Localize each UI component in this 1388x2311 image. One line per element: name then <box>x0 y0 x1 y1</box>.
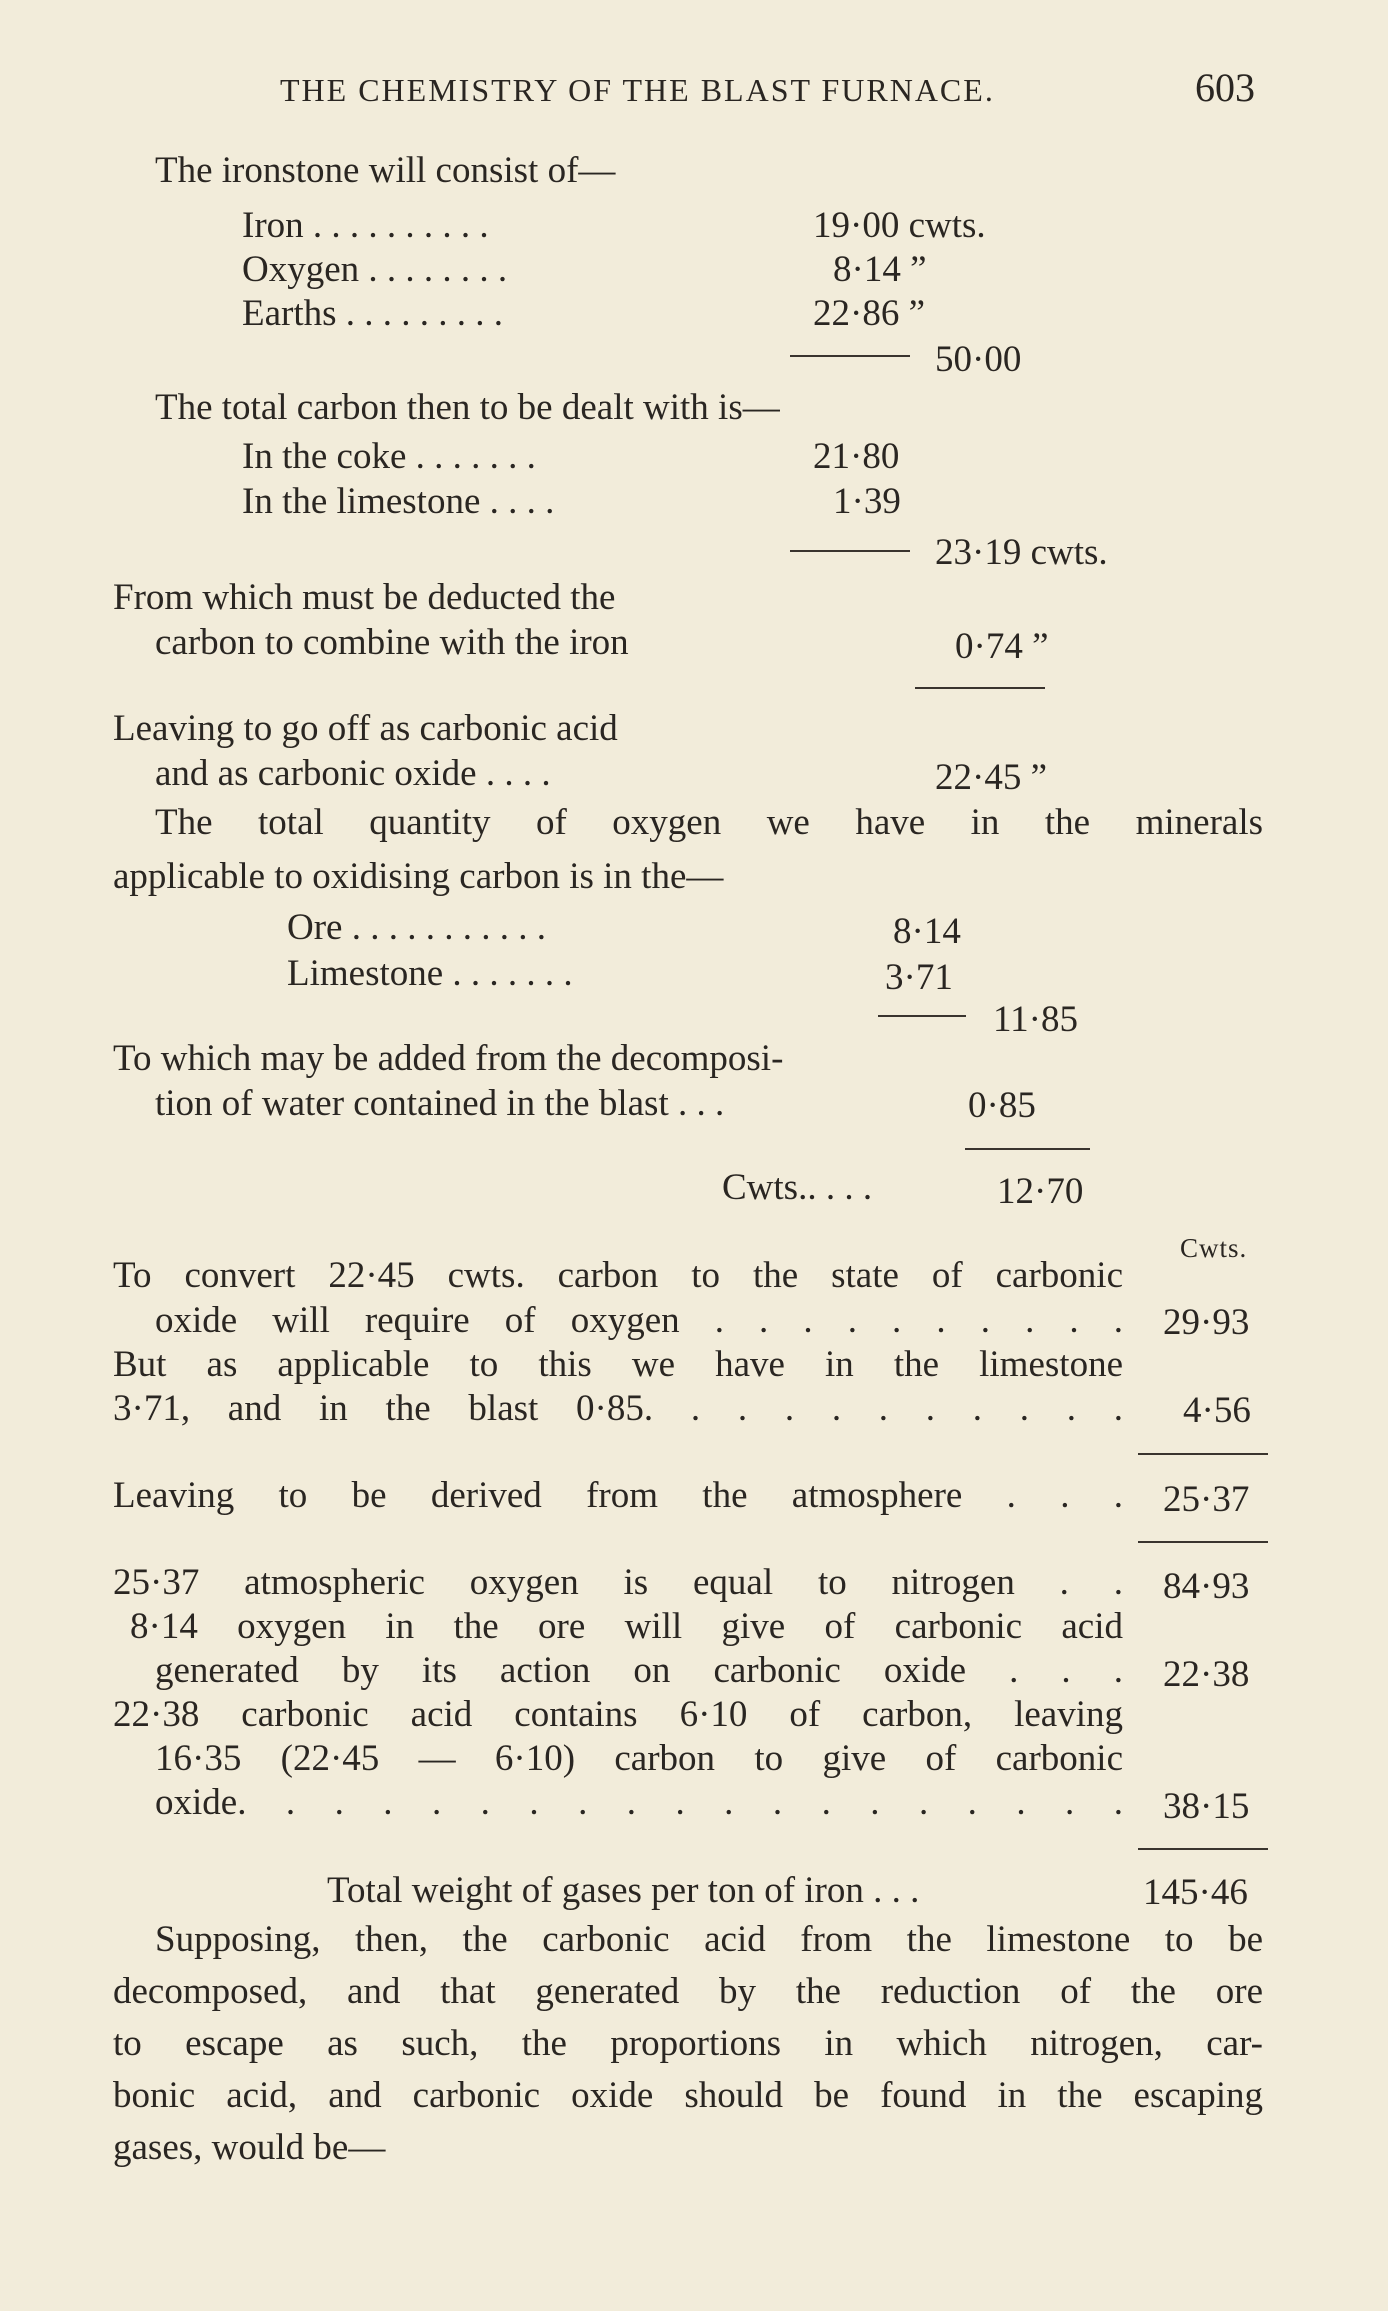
oxygen-added-line1: To which may be added from the decomposi- <box>113 1038 784 1079</box>
ironstone-value-oxygen: 8·14 ” <box>833 249 927 290</box>
calc-row6-line2: 16·35 (22·45 — 6·10) carbon to give of carbonic <box>155 1738 1123 1779</box>
calc-row1-value: 29·93 <box>1163 1302 1250 1343</box>
oxygen-label-limestone: Limestone . . . . . . . <box>287 953 573 994</box>
ironstone-label-iron: Iron . . . . . . . . . . <box>242 205 489 246</box>
carbon-leaving-line2: and as carbonic oxide . . . . <box>155 753 551 794</box>
carbon-intro: The total carbon then to be dealt with is— <box>155 387 780 428</box>
calc-row6-line1: 22·38 carbonic acid contains 6·10 of carbon, leaving <box>113 1694 1123 1735</box>
oxygen-subtotal: 11·85 <box>993 999 1078 1040</box>
page-number: 603 <box>1195 65 1255 110</box>
ironstone-value-iron: 19·00 cwts. <box>813 205 986 246</box>
closing-line4: bonic acid, and carbonic oxide should be found in the escaping <box>113 2075 1263 2116</box>
calc-row1-line2: oxide will require of oxygen . . . . . . . . . . <box>155 1300 1123 1341</box>
calc-row6-line3: oxide. . . . . . . . . . . . . . . . . . . <box>155 1782 1123 1823</box>
oxygen-intro-line1: The total quantity of oxygen we have in the minerals <box>155 802 1263 843</box>
oxygen-label-ore: Ore . . . . . . . . . . . <box>287 907 546 948</box>
ironstone-intro: The ironstone will consist of— <box>155 150 616 191</box>
carbon-value-limestone: 1·39 <box>833 481 901 522</box>
carbon-leaving-value: 22·45 ” <box>935 757 1047 798</box>
calc-row1-line1: To convert 22·45 cwts. carbon to the state of carbonic <box>113 1255 1123 1296</box>
closing-line1: Supposing, then, the carbonic acid from the limestone to be <box>155 1919 1263 1960</box>
calc-row2-value: 4·56 <box>1183 1390 1251 1431</box>
carbon-label-limestone: In the limestone . . . . <box>242 481 555 522</box>
calc-row2-line1: But as applicable to this we have in the limestone <box>113 1344 1123 1385</box>
calc-total-value: 145·46 <box>1143 1872 1248 1913</box>
calc-row4-line1: 25·37 atmospheric oxygen is equal to nitrogen . . <box>113 1562 1123 1603</box>
sum-rule <box>1138 1848 1268 1850</box>
sum-rule <box>790 550 910 552</box>
carbon-deduct-line1: From which must be deducted the <box>113 577 616 618</box>
calc-row5-line2: generated by its action on carbonic oxide . . . <box>155 1650 1123 1691</box>
oxygen-value-limestone: 3·71 <box>885 957 953 998</box>
unit-header: Cwts. <box>1180 1233 1248 1263</box>
carbon-leaving-line1: Leaving to go off as carbonic acid <box>113 708 618 749</box>
sum-rule <box>1138 1541 1268 1543</box>
closing-line5: gases, would be— <box>113 2127 386 2168</box>
carbon-label-coke: In the coke . . . . . . . <box>242 436 536 477</box>
sum-rule <box>878 1015 966 1017</box>
oxygen-intro-line2: applicable to oxidising carbon is in the— <box>113 856 724 897</box>
calc-row4-value: 84·93 <box>1163 1566 1250 1607</box>
calc-row3-value: 25·37 <box>1163 1479 1250 1520</box>
calc-row2-line2: 3·71, and in the blast 0·85. . . . . . . . . . . <box>113 1388 1123 1429</box>
oxygen-value-ore: 8·14 <box>893 911 961 952</box>
oxygen-added-value: 0·85 <box>968 1085 1036 1126</box>
carbon-deduct-value: 0·74 ” <box>955 626 1049 667</box>
closing-line3: to escape as such, the proportions in which nitrogen, car- <box>113 2023 1263 2064</box>
ironstone-value-earths: 22·86 ” <box>813 293 925 334</box>
oxygen-added-line2: tion of water contained in the blast . . . <box>155 1083 725 1124</box>
ironstone-label-oxygen: Oxygen . . . . . . . . <box>242 249 508 290</box>
sum-rule <box>790 355 910 357</box>
calc-row5-line1: 8·14 oxygen in the ore will give of carbonic acid <box>130 1606 1123 1647</box>
calc-row3-line1: Leaving to be derived from the atmosphere . . . <box>113 1475 1123 1516</box>
calc-row6-value: 38·15 <box>1163 1786 1250 1827</box>
carbon-total: 23·19 cwts. <box>935 532 1108 573</box>
oxygen-total-value: 12·70 <box>997 1171 1084 1212</box>
calc-row5-value: 22·38 <box>1163 1654 1250 1695</box>
sum-rule <box>915 687 1045 689</box>
closing-line2: decomposed, and that generated by the reduction of the ore <box>113 1971 1263 2012</box>
ironstone-label-earths: Earths . . . . . . . . . <box>242 293 504 334</box>
ironstone-total: 50·00 <box>935 339 1022 380</box>
calc-total-label: Total weight of gases per ton of iron . . . <box>327 1870 920 1911</box>
running-header: THE CHEMISTRY OF THE BLAST FURNACE. <box>280 72 995 108</box>
sum-rule <box>1138 1453 1268 1455</box>
sum-rule <box>965 1148 1090 1150</box>
carbon-value-coke: 21·80 <box>813 436 900 477</box>
oxygen-total-label: Cwts.. . . . <box>722 1167 873 1208</box>
carbon-deduct-line2: carbon to combine with the iron <box>155 622 629 663</box>
